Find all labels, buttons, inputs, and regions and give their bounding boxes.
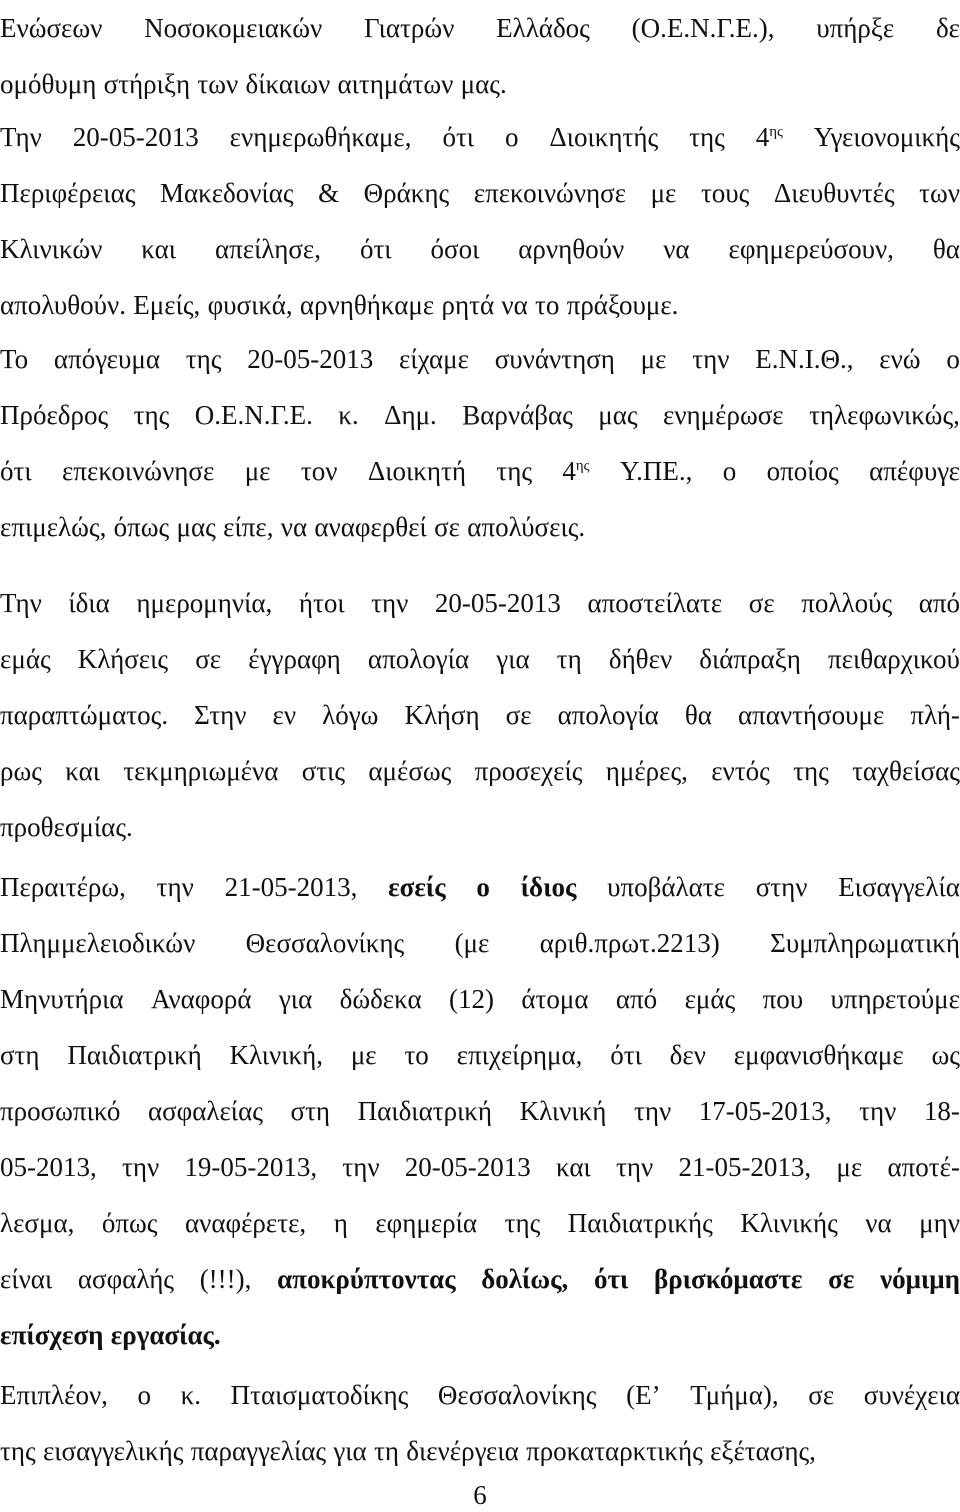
word: εργασίας. [110,1320,221,1350]
text-line [0,1195,960,1251]
word: υπήρξε [816,13,895,43]
text-line [0,499,960,555]
word: μας [598,400,638,430]
word: εμάς [0,644,51,674]
word: Παιδιατρικής [567,1208,713,1238]
word: 20-05-2013 [247,344,374,374]
word: Κλινική, [229,1040,323,1070]
word: με [650,178,677,208]
word: Νοσοκομειακών [144,13,323,43]
word: και [141,234,177,264]
word: ρως [0,756,42,786]
word: προσωπικό [0,1096,121,1126]
word: αποτέ- [887,1152,960,1182]
word: ότι [610,1040,642,1070]
word: πλή- [910,700,960,730]
word: ο [476,872,490,902]
word: Πλημμελειοδικών [0,928,196,958]
word: με [244,456,271,486]
word: απολυθούν. [0,290,127,320]
word: δεν [669,1040,706,1070]
word: για [333,1436,367,1466]
word: Παιδιατρική [67,1040,202,1070]
paragraph-6 [0,1367,960,1479]
word: Κλήση [404,700,480,730]
word: ταχθείσας [852,756,960,786]
word: προθεσμίας. [0,812,133,842]
word: για [496,644,530,674]
word: τη [373,1436,399,1466]
text-line [0,0,960,56]
word: εσείς [388,872,446,902]
text-line [0,1027,960,1083]
word: της [504,1208,541,1238]
word: ότι [593,1264,629,1294]
word: επιμελώς, [0,512,107,542]
text-line [0,1423,960,1479]
word: την [692,344,730,374]
word: παραγγελίας [190,1436,327,1466]
word: Μηνυτήρια [0,984,124,1014]
word: της [496,456,533,486]
word: στην [755,872,808,902]
word: Κλινική [519,1096,607,1126]
word: ασφαλής [77,1264,175,1294]
word: εν [272,700,297,730]
word: ενημέρωσε [663,400,784,430]
word: ενημερωθήκαμε, [229,122,412,152]
word: όσοι [430,234,480,264]
word: Κλήσεις [77,644,169,674]
word: αιτημάτων [337,69,454,99]
word: διάπραξη [699,644,801,674]
word: συνάντηση [494,344,615,374]
word: ομόθυμη [0,69,97,99]
word: εισαγγελικής [42,1436,184,1466]
word: ρητά [441,290,495,320]
word: που [762,984,804,1014]
text-line [0,1083,960,1139]
word: τηλεφωνικώς, [809,400,960,430]
word: 20-05-2013 [404,1152,531,1182]
text-line [0,387,960,443]
word: Περιφέρειας [0,178,136,208]
word: απολύσεις. [467,512,586,542]
word: την [156,872,194,902]
word: σε [434,512,461,542]
word: αριθ.πρωτ.2213) [539,928,720,958]
text-line [0,859,960,915]
word: μας. [460,69,507,99]
text-line [0,165,960,221]
word: εμάς [684,984,736,1014]
word: όπως [113,512,170,542]
word: την [859,1096,897,1126]
word: ο [722,456,737,486]
word: την [121,1152,160,1182]
word: Διευθυντές [773,178,895,208]
word: παραπτώματος. [0,700,169,730]
word: Εισαγγελία [838,872,960,902]
word: εφημερεύσουν, [728,234,894,264]
word: Ενώσεων [0,13,103,43]
word: Υγειονομικής [813,122,960,152]
word: δολίως, [481,1264,569,1294]
word: ότι [0,456,32,486]
word: της [133,400,170,430]
paragraph-2 [0,109,960,333]
word: αμέσως [368,756,452,786]
word: της [689,122,725,152]
word: της [0,1436,36,1466]
word: εντός [711,756,770,786]
word: 17-05-2013, [698,1096,832,1126]
word: 21-05-2013, [224,872,358,902]
word: αρνηθούν [518,234,625,264]
word: προκαταρκτικής [526,1436,703,1466]
word: η [333,1208,348,1238]
word: ενώ [879,344,921,374]
word: όπως [101,1208,158,1238]
word: 05-2013, [0,1152,97,1182]
word: Πταισματοδίκης [230,1380,409,1410]
word: είχαμε [399,344,469,374]
word: Κλινικών [0,234,103,264]
word: φυσικά, [207,290,293,320]
word: προσεχείς [474,756,583,786]
word: θα [932,234,960,264]
word: αναφέρετε, [185,1208,307,1238]
word: σε [748,588,775,618]
word: Θράκης [363,178,450,208]
text-line [0,1307,960,1363]
word: οποίος [766,456,839,486]
word: έγγραφη [248,644,341,674]
word: με [836,1152,863,1182]
word: Γιατρών [364,13,455,43]
word: την [371,588,409,618]
word: & [318,178,340,208]
word: 20-05-2013 [72,122,199,152]
word: και [556,1152,591,1182]
word: (Ο.Ε.Ν.Γ.Ε.), [631,13,775,43]
word: (12) [449,984,495,1014]
word: $4^{\eta\varsigma}$ [562,456,590,486]
word: στη [290,1096,331,1126]
word: να [280,512,308,542]
word: (!!!), [199,1264,252,1294]
word: σε [828,1264,855,1294]
word: Διοικητής [549,122,659,152]
word: εμφανισθήκαμε [733,1040,904,1070]
word: επεκοινώνησε [62,456,215,486]
word: θα [684,700,712,730]
word: Την [0,588,42,618]
word: σε [195,644,222,674]
word: (Ε’ [626,1380,661,1410]
word: Βαρνάβας [462,400,573,430]
word: αναφερθεί [314,512,427,542]
text-line [0,915,960,971]
word: Κλινικής [740,1208,838,1238]
word: 20-05-2013 [434,588,561,618]
word: τη [556,644,582,674]
word: την [342,1152,380,1182]
text-line [0,277,960,333]
word: ο [137,1380,152,1410]
word: υπηρετούμε [830,984,960,1014]
word: στήριξη [103,69,191,99]
word: της [185,344,222,374]
text-line [0,221,960,277]
word: ίδιος [520,872,577,902]
text-line [0,799,960,855]
word: είναι [0,1264,53,1294]
word: ημέρες, [605,756,688,786]
word: Αναφορά [150,984,252,1014]
word: τους [700,178,750,208]
word: Συμπληρωματική [770,928,960,958]
word: Θεσσαλονίκης [245,928,405,958]
word: από [615,984,658,1014]
word: άτομα [521,984,589,1014]
word: επιχείρημα, [456,1040,583,1070]
text-line [0,631,960,687]
word: δώδεκα [339,984,422,1014]
word: εξέτασης, [710,1436,816,1466]
word: Την [0,122,42,152]
word: σε [505,700,532,730]
paragraph-1 [0,0,960,112]
word: την [616,1152,654,1182]
word: ασφαλείας [147,1096,263,1126]
word: Στην [194,700,247,730]
word: από [918,588,960,618]
word: των [919,178,960,208]
word: Πρόεδρος [0,400,109,430]
word: νόμιμη [880,1264,960,1294]
word: τεκμηριωμένα [123,756,279,786]
word: Εμείς, [133,290,201,320]
text-line [0,56,960,112]
text-line [0,971,960,1027]
word: αποστείλατε [587,588,723,618]
word: αρνηθήκαμε [299,290,435,320]
word: συνέχεια [863,1380,960,1410]
word: της [793,756,829,786]
word: λεσμα, [0,1208,75,1238]
text-line [0,687,960,743]
word: (με [454,928,490,958]
word: τον [300,456,338,486]
word: στη [0,1040,40,1070]
page-number: 6 [473,1480,487,1510]
word: είπε, [223,512,274,542]
word: Ε.Ν.Ι.Θ., [755,344,854,374]
word: για [278,984,313,1014]
word: ίδια [68,588,110,618]
word: επίσχεση [0,1320,104,1350]
word: το [535,290,560,320]
word: ήτοι [298,588,345,618]
word: ημερομηνία, [136,588,273,618]
word: κ. [338,400,359,430]
word: υποβάλατε [607,872,725,902]
word: διενέργεια [406,1436,519,1466]
word: δήθεν [608,644,673,674]
paragraph-4 [0,575,960,855]
word: απολογία [367,644,470,674]
word: Επιπλέον, [0,1380,108,1410]
word: αποκρύπτοντας [277,1264,456,1294]
text-line [0,1251,960,1307]
word: πολλούς [801,588,893,618]
text-line [0,443,960,499]
word: Μακεδονίας [159,178,294,208]
word: βρισκόμαστε [653,1264,803,1294]
word: ο [504,122,519,152]
word: απόγευμα [53,344,160,374]
paragraph-3 [0,331,960,555]
word: επεκοινώνησε [473,178,627,208]
word: πράξουμε. [566,290,679,320]
word: λόγω [322,700,379,730]
word: με [350,1040,377,1070]
word: 19-05-2013, [184,1152,318,1182]
word: απείλησε, [215,234,322,264]
word: Το [0,344,29,374]
word: απολογία [557,700,659,730]
word: στις [301,756,346,786]
text-line [0,331,960,387]
word: Ο.Ε.Ν.Γ.Ε. [194,400,313,430]
word: να [663,234,690,264]
word: των [197,69,239,99]
word: το [404,1040,429,1070]
word: την [633,1096,672,1126]
word: Διοικητή [367,456,466,486]
word: δε [935,13,960,43]
word: απαντήσουμε [737,700,885,730]
text-line [0,109,960,165]
word: ως [931,1040,960,1070]
word: Παιδιατρική [357,1096,493,1126]
word: Τμήμα), [690,1380,779,1410]
word: 18- [923,1096,960,1126]
text-line [0,575,960,631]
paragraph-5 [0,859,960,1363]
word: κ. [180,1380,201,1410]
word: Περαιτέρω, [0,872,126,902]
word: 21-05-2013, [678,1152,812,1182]
word: Θεσσαλονίκης [437,1380,597,1410]
word: να [501,290,528,320]
word: εφημερία [375,1208,478,1238]
word: $4^{\eta\varsigma}$ [755,122,783,152]
word: ότι [442,122,475,152]
word: μην [919,1208,960,1238]
word: και [65,756,101,786]
word: μας [176,512,216,542]
word: να [865,1208,892,1238]
word: ότι [359,234,392,264]
word: με [640,344,667,374]
text-line [0,1367,960,1423]
word: σε [808,1380,835,1410]
word: Δημ. [384,400,437,430]
text-line [0,743,960,799]
text-line [0,1139,960,1195]
word: Ελλάδος [496,13,590,43]
word: Υ.ΠΕ., [619,456,693,486]
word: ο [946,344,960,374]
word: δίκαιων [245,69,331,99]
word: απέφυγε [869,456,960,486]
word: πειθαρχικού [827,644,960,674]
